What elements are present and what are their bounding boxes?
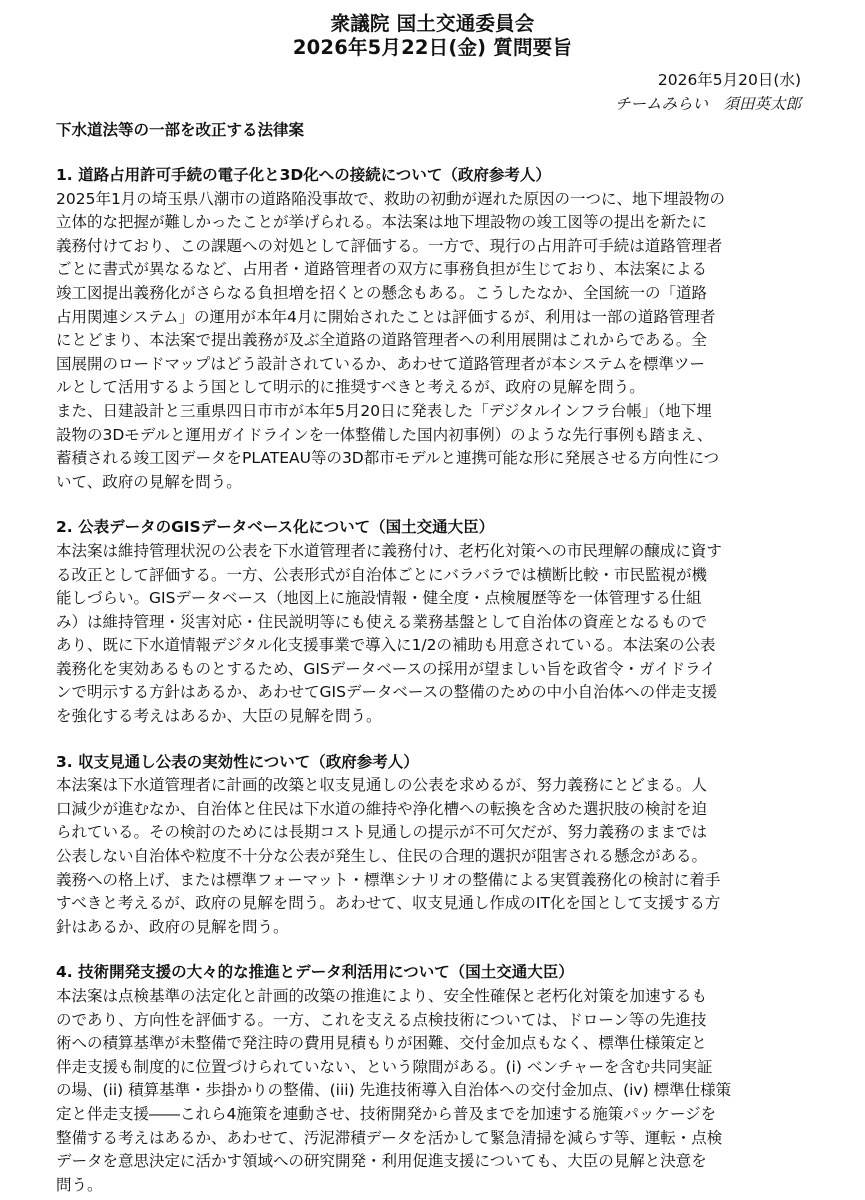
section-paragraph: 本法案は点検基準の法定化と計画的改築の推進により、安全性確保と老朽化対策を加速するも のであり、方向性を評価する。一方、これを支える点検技術については、ドローン等の先進技 術への積算基準が未整備で発注時の費用見積もりが困難、交付金加点もなく、標準仕様策定と 伴走支援も制度的に位置づけられていない、という隙間がある。(i) ベンチャーを含む共同実証 の場、(ii) 積算基準・歩掛かりの整備、(iii) 先進技術導入自治体への交付金加点、(iv) 標準仕様策 定と伴走支援――これら4施策を連動させ、技術開発から普及までを加速する施策パッケージを 整備する考えはあるか、あわせて、汚泥滞積データを活かして緊急清掃を減らす等、運転・点検 データを意思決定に活かす領域への研究開発・利用促進支援についても、大臣の見解と決意を 問う。 xyxy=(56,987,732,1194)
question-section-2 xyxy=(56,516,809,728)
document-date: 2026年5月20日(水) xyxy=(657,71,801,89)
question-section-4 xyxy=(56,961,809,1197)
document-meta xyxy=(56,68,809,116)
section-heading: 2. 公表データのGISデータベース化について（国土交通大臣） xyxy=(56,518,495,537)
section-paragraph: 2025年1月の埼玉県八潮市の道路陥没事故で、救助の初動が遅れた原因の一つに、地下埋設物の 立体的な把握が難しかったことが挙げられる。本法案は地下埋設物の竣工図等の提出を新たに 義務付けており、この課題への対処として評価する。一方で、現行の占用許可手続は道路管理者 ごとに書式が異なるなど、占用者・道路管理者の双方に事務負担が生じており、本法案による 竣工図提出義務化がさらなる負担増を招くとの懸念もある。こうしたなか、全国統一の「道路 占用関連システム」の運用が本年4月に開始されたことは評価するが、利用は一部の道路管理者 にとどまり、本法案で提出義務が及ぶ全道路の道路管理者への利用展開はこれからである。全 国展開のロードマップはどう設計されているか、あわせて道路管理者が本システムを標準ツー ルとして活用するよう国として明示的に推奨すべきと考えるが、政府の見解を問う。 xyxy=(56,189,726,397)
document-author: チームみらい 須田英太郎 xyxy=(614,95,801,113)
section-heading: 1. 道路占用許可手続の電子化と3D化への接続について（政府参考人） xyxy=(56,166,551,184)
title-date-subject: 2026年5月22日(金) 質問要旨 xyxy=(292,36,573,59)
question-section-1 xyxy=(56,164,809,494)
question-section-3 xyxy=(56,751,809,940)
section-heading: 4. 技術開発支援の大々的な推進とデータ利活用について（国土交通大臣） xyxy=(56,963,574,982)
section-paragraph: また、日建設計と三重県四日市市が本年5月20日に発表した「デジタルインフラ台帳」（地下埋 設物の3Dモデルと運用ガイドラインを一体整備した国内初事例）のような先行事例も踏まえ、 蓄積される竣工図データをPLATEAU等の3D都市モデルと連携可能な形に発展させる方向性につ いて、政府の見解を問う。 xyxy=(56,401,720,491)
section-paragraph: 本法案は下水道管理者に計画的改築と収支見通しの公表を求めるが、努力義務にとどまる。人 口減少が進むなか、自治体と住民は下水道の維持や浄化槽への転換を含めた選択肢の検討を迫 られている。その検討のためには長期コスト見通しの提示が不可欠だが、努力義務のままでは 公表しない自治体や粒度不十分な公表が発生し、住民の合理的選択が阻害される懸念がある。 義務への格上げ、または標準フォーマット・標準シナリオの整備による実質義務化の検討に着手 すべきと考えるが、政府の見解を問う。あわせて、収支見通し作成のIT化を国として支援する方 針はあるか、政府の見解を問う。 xyxy=(56,776,721,936)
section-heading: 3. 収支見通し公表の実効性について（政府参考人） xyxy=(56,752,419,771)
section-paragraph: 本法案は維持管理状況の公表を下水道管理者に義務付け、老朽化対策への市民理解の醸成に資す る改正として評価する。一方、公表形式が自治体ごとにバラバラでは横断比較・市民監視が機 能しづらい。GISデータベース（地図上に施設情報・健全度・点検履歴等を一体管理する仕組 み）は維持管理・災害対応・住民説明等にも使える業務基盤として自治体の資産となるもので あり、既に下水道情報デジタル化支援事業で導入に1/2の補助も用意されている。本法案の公表 義務化を実効あるものとするため、GISデータベースの採用が望ましい旨を政省令・ガイドライ ンで明示する方針はあるか、あわせてGISデータベースの整備のための中小自治体への伴走支援 を強化する考えはあるか、大臣の見解を問う。 xyxy=(56,541,722,726)
document-title xyxy=(56,12,809,60)
bill-title: 下水道法等の一部を改正する法律案 xyxy=(56,121,305,139)
title-committee: 衆議院 国土交通委員会 xyxy=(330,12,535,35)
